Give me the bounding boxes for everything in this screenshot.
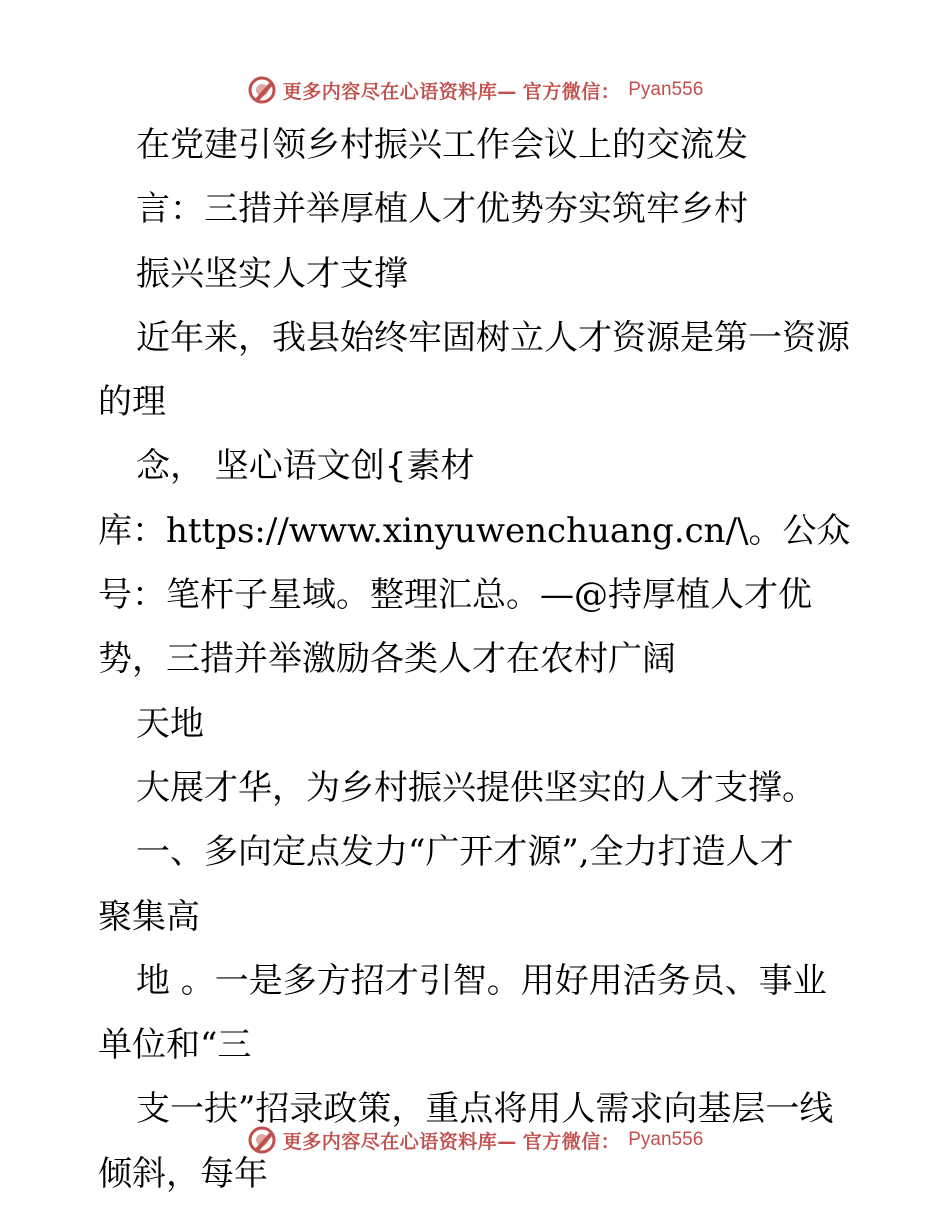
text-line: 言：三措并举厚植人才优势夯实筑牢乡村	[136, 189, 748, 230]
text-line: 在党建引领乡村振兴工作会议上的交流发	[136, 125, 748, 165]
text-line: 振兴坚实人才支撑	[136, 253, 408, 294]
text-line: 支一扶”招录政策，重点将用人需求向基层一线	[136, 1089, 834, 1130]
watermark-wechat-label: 官方微信：	[522, 1130, 621, 1153]
text-line: 库：https://www.xinyuwenchuang.cn/\。公众	[98, 510, 851, 551]
header-watermark	[0, 72, 950, 108]
text-line: 聚集高	[98, 896, 200, 937]
text-line: 倾斜，每年	[98, 1153, 268, 1194]
watermark-wechat-label: 官方微信：	[522, 80, 621, 103]
document-body	[98, 113, 898, 1206]
brand-logo-icon	[247, 1125, 277, 1155]
text-line: 大展才华，为乡村振兴提供坚实的人才支撑。	[136, 767, 816, 808]
text-line: 势，三措并举激励各类人才在农村广阔	[98, 639, 676, 680]
text-line: 的理	[98, 382, 166, 423]
text-line: 地 。一是多方招才引智。用好用活务员、事业	[136, 960, 827, 1001]
watermark-site-text: 更多内容尽在心语资料库—	[282, 80, 517, 103]
brand-logo-icon	[247, 75, 277, 105]
text-line: 近年来，我县始终牢固树立人才资源是第一资源	[136, 317, 850, 358]
watermark-wechat-id: Pyan556	[628, 79, 704, 100]
text-line: 单位和“三	[98, 1025, 252, 1066]
watermark-wechat-id: Pyan556	[628, 1129, 704, 1150]
text-line: 一、多向定点发力“广开才源”,全力打造人才	[136, 832, 794, 873]
text-line: 号：笔杆子星域。整理汇总。—@持厚植人才优	[98, 575, 812, 616]
watermark-site-text: 更多内容尽在心语资料库—	[282, 1130, 517, 1153]
text-line: 天地	[136, 703, 204, 744]
footer-watermark	[0, 1122, 950, 1158]
text-line: 念， 坚心语文创{素材	[136, 446, 475, 487]
